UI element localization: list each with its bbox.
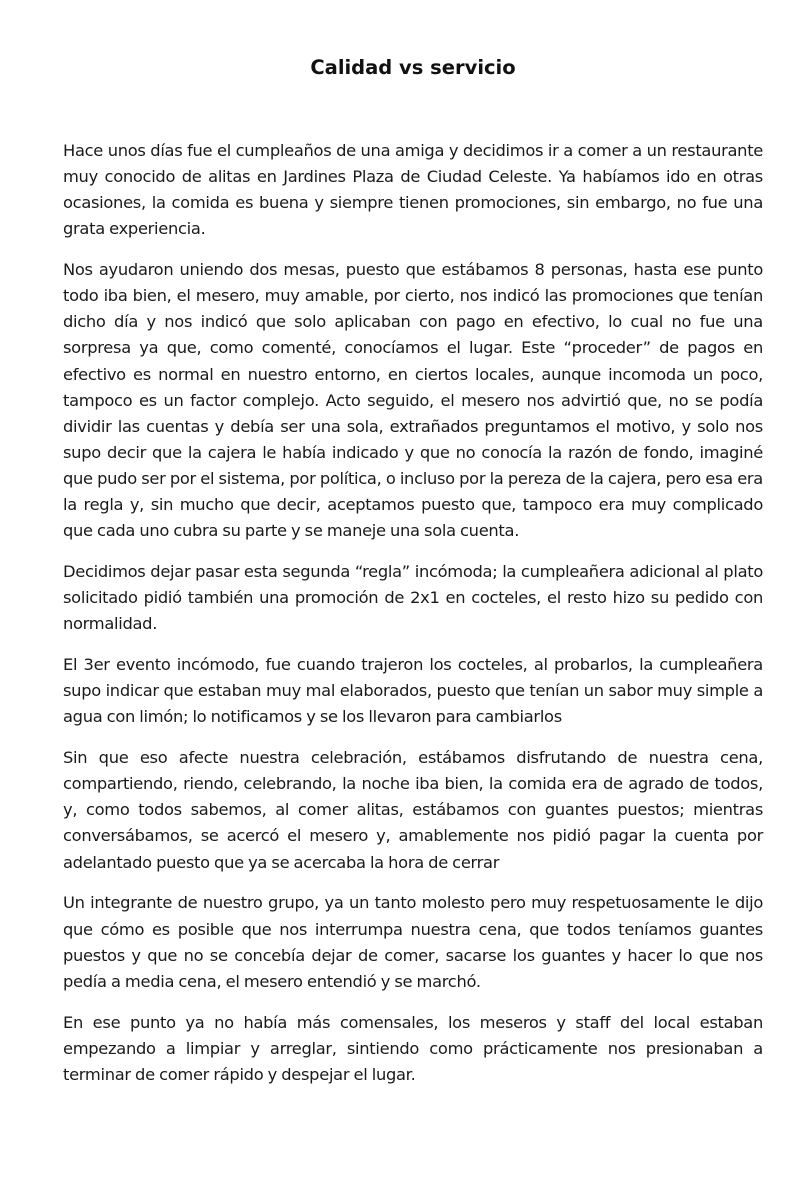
paragraph-7: En ese punto ya no había más comensales, los meseros y staff del local estaban empezando a limpiar y arreglar, sintiendo como prácticamente nos presionaban a terminar de comer rápido y despejar el lugar. bbox=[63, 1012, 763, 1084]
paragraph-6: Un integrante de nuestro grupo, ya un tanto molesto pero muy respetuosamente le dijo que cómo es posible que nos interrumpa nuestra cena, que todos teníamos guantes puestos y que no se concebía dejar de comer, sacarse los guantes y hacer lo que nos pedía a media cena, el mesero entendió y se marchó. bbox=[63, 893, 763, 991]
paragraph-1: Hace unos días fue el cumpleaños de una amiga y decidimos ir a comer a un restaurante muy conocido de alitas en Jardines Plaza de Ciudad Celeste. Ya habíamos ido en otras ocasiones, la comida es buena y siempre tienen promociones, sin embargo, no fue una grata experiencia. bbox=[63, 141, 763, 239]
paragraph-4: El 3er evento incómodo, fue cuando trajeron los cocteles, al probarlos, la cumpleañera supo indicar que estaban muy mal elaborados, puesto que tenían un sabor muy simple a agua con limón; lo notificamos y se los llevaron para cambiarlos bbox=[63, 655, 763, 727]
paragraph-3: Decidimos dejar pasar esta segunda “regla” incómoda; la cumpleañera adicional al plato solicitado pidió también una promoción de 2x1 en cocteles, el resto hizo su pedido con normalidad. bbox=[63, 562, 763, 634]
paragraph-5: Sin que eso afecte nuestra celebración, estábamos disfrutando de nuestra cena, compartiendo, riendo, celebrando, la noche iba bien, la comida era de agrado de todos, y, como todos sabemos, al comer alitas, estábamos con guantes puestos; mientras conversábamos, se acercó el mesero y, amablemente nos pidió pagar la cuenta por adelantado puesto que ya se acercaba la hora de cerrar bbox=[63, 748, 763, 872]
paragraph-2: Nos ayudaron uniendo dos mesas, puesto que estábamos 8 personas, hasta ese punto todo iba bien, el mesero, muy amable, por cierto, nos indicó las promociones que tenían dicho día y nos indicó que solo aplicaban con pago en efectivo, lo cual no fue una sorpresa ya que, como comenté, conocíamos el lugar. Este “proceder” de pagos en efectivo es normal en nuestro entorno, en ciertos locales, aunque incomoda un poco, tampoco es un factor complejo. Acto seguido, el mesero nos advirtió que, no se podía dividir las cuentas y debía ser una sola, extrañados preguntamos el motivo, y solo nos supo decir que la cajera le había indicado y que no conocía la razón de fondo, imaginé que pudo ser por el sistema, por política, o incluso por la pereza de la cajera, pero esa era la regla y, sin mucho que decir, aceptamos puesto que, tampoco era muy complicado que cada uno cubra su parte y se maneje una sola cuenta. bbox=[63, 260, 763, 541]
document-title: Calidad vs servicio bbox=[310, 56, 516, 79]
document-body bbox=[63, 138, 763, 1103]
